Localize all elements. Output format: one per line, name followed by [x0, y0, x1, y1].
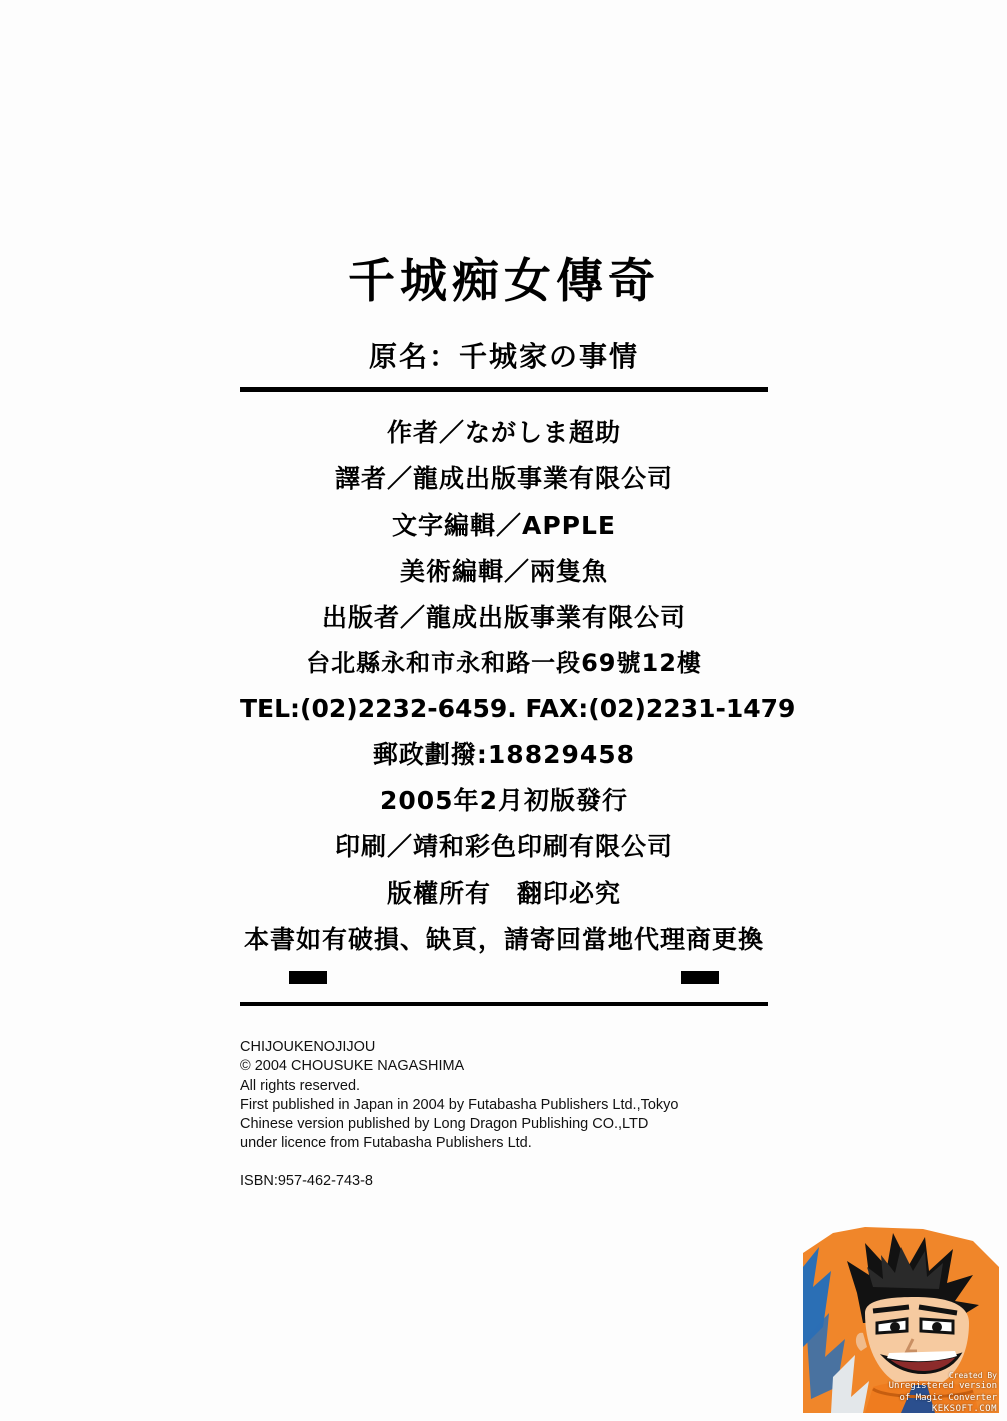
english-imprint [240, 1038, 800, 1191]
credit-address: 台北縣永和市永和路一段69號12樓 [306, 649, 702, 678]
credit-copyright-notice: 版權所有 翻印必究 [386, 878, 621, 908]
divider-bottom [240, 1002, 768, 1006]
credit-art-editor: 美術編輯／兩隻魚 [399, 556, 608, 586]
credit-telephone: TEL:(02)2232-6459. FAX:(02)2231-1479 [240, 693, 796, 723]
credit-printer: 印刷／靖和彩色印刷有限公司 [334, 832, 673, 862]
romaji-title: CHIJOUKENOJIJOU [240, 1039, 376, 1055]
credit-translator: 譯者／龍成出版事業有限公司 [334, 464, 673, 494]
credit-publisher: 出版者／龍成出版事業有限公司 [321, 603, 686, 633]
watermark [889, 1371, 997, 1415]
mark-block-left [289, 971, 327, 984]
watermark-line-1: Created By [948, 1371, 997, 1381]
watermark-line-3: of Magic Converter [899, 1392, 997, 1403]
credit-text-editor: 文字編輯／APPLE [391, 510, 616, 540]
copyright-line: © 2004 CHOUSUKE NAGASHIMA [240, 1058, 465, 1075]
watermark-line-4: KEKSOFT.COM [931, 1403, 997, 1414]
page-title: 千城痴女傳奇 [348, 254, 660, 309]
credit-list [240, 410, 796, 963]
original-title: 原名：千城家の事情 [368, 340, 639, 374]
credit-author: 作者／ながしま超助 [386, 418, 621, 448]
censor-marks [289, 971, 719, 984]
mark-block-right [681, 971, 719, 984]
credit-postal-account: 郵政劃撥:18829458 [372, 739, 636, 769]
rights-line: All rights reserved. [240, 1077, 361, 1094]
first-published-line: First published in Japan in 2004 by Futabasha Publishers Ltd.,Tokyo [240, 1096, 679, 1113]
credit-damage-notice: 本書如有破損、缺頁，請寄回當地代理商更換 [243, 924, 764, 954]
chinese-version-line: Chinese version published by Long Dragon Publishing CO.,LTD [240, 1116, 649, 1133]
isbn-line: ISBN:957-462-743-8 [240, 1172, 373, 1189]
divider-top [240, 387, 768, 392]
colophon-block [240, 254, 796, 1014]
watermark-line-2: Unregistered version [888, 1381, 997, 1392]
credit-edition-date: 2005年2月初版發行 [380, 786, 628, 816]
licence-line: under licence from Futabasha Publishers Ltd. [240, 1135, 532, 1152]
